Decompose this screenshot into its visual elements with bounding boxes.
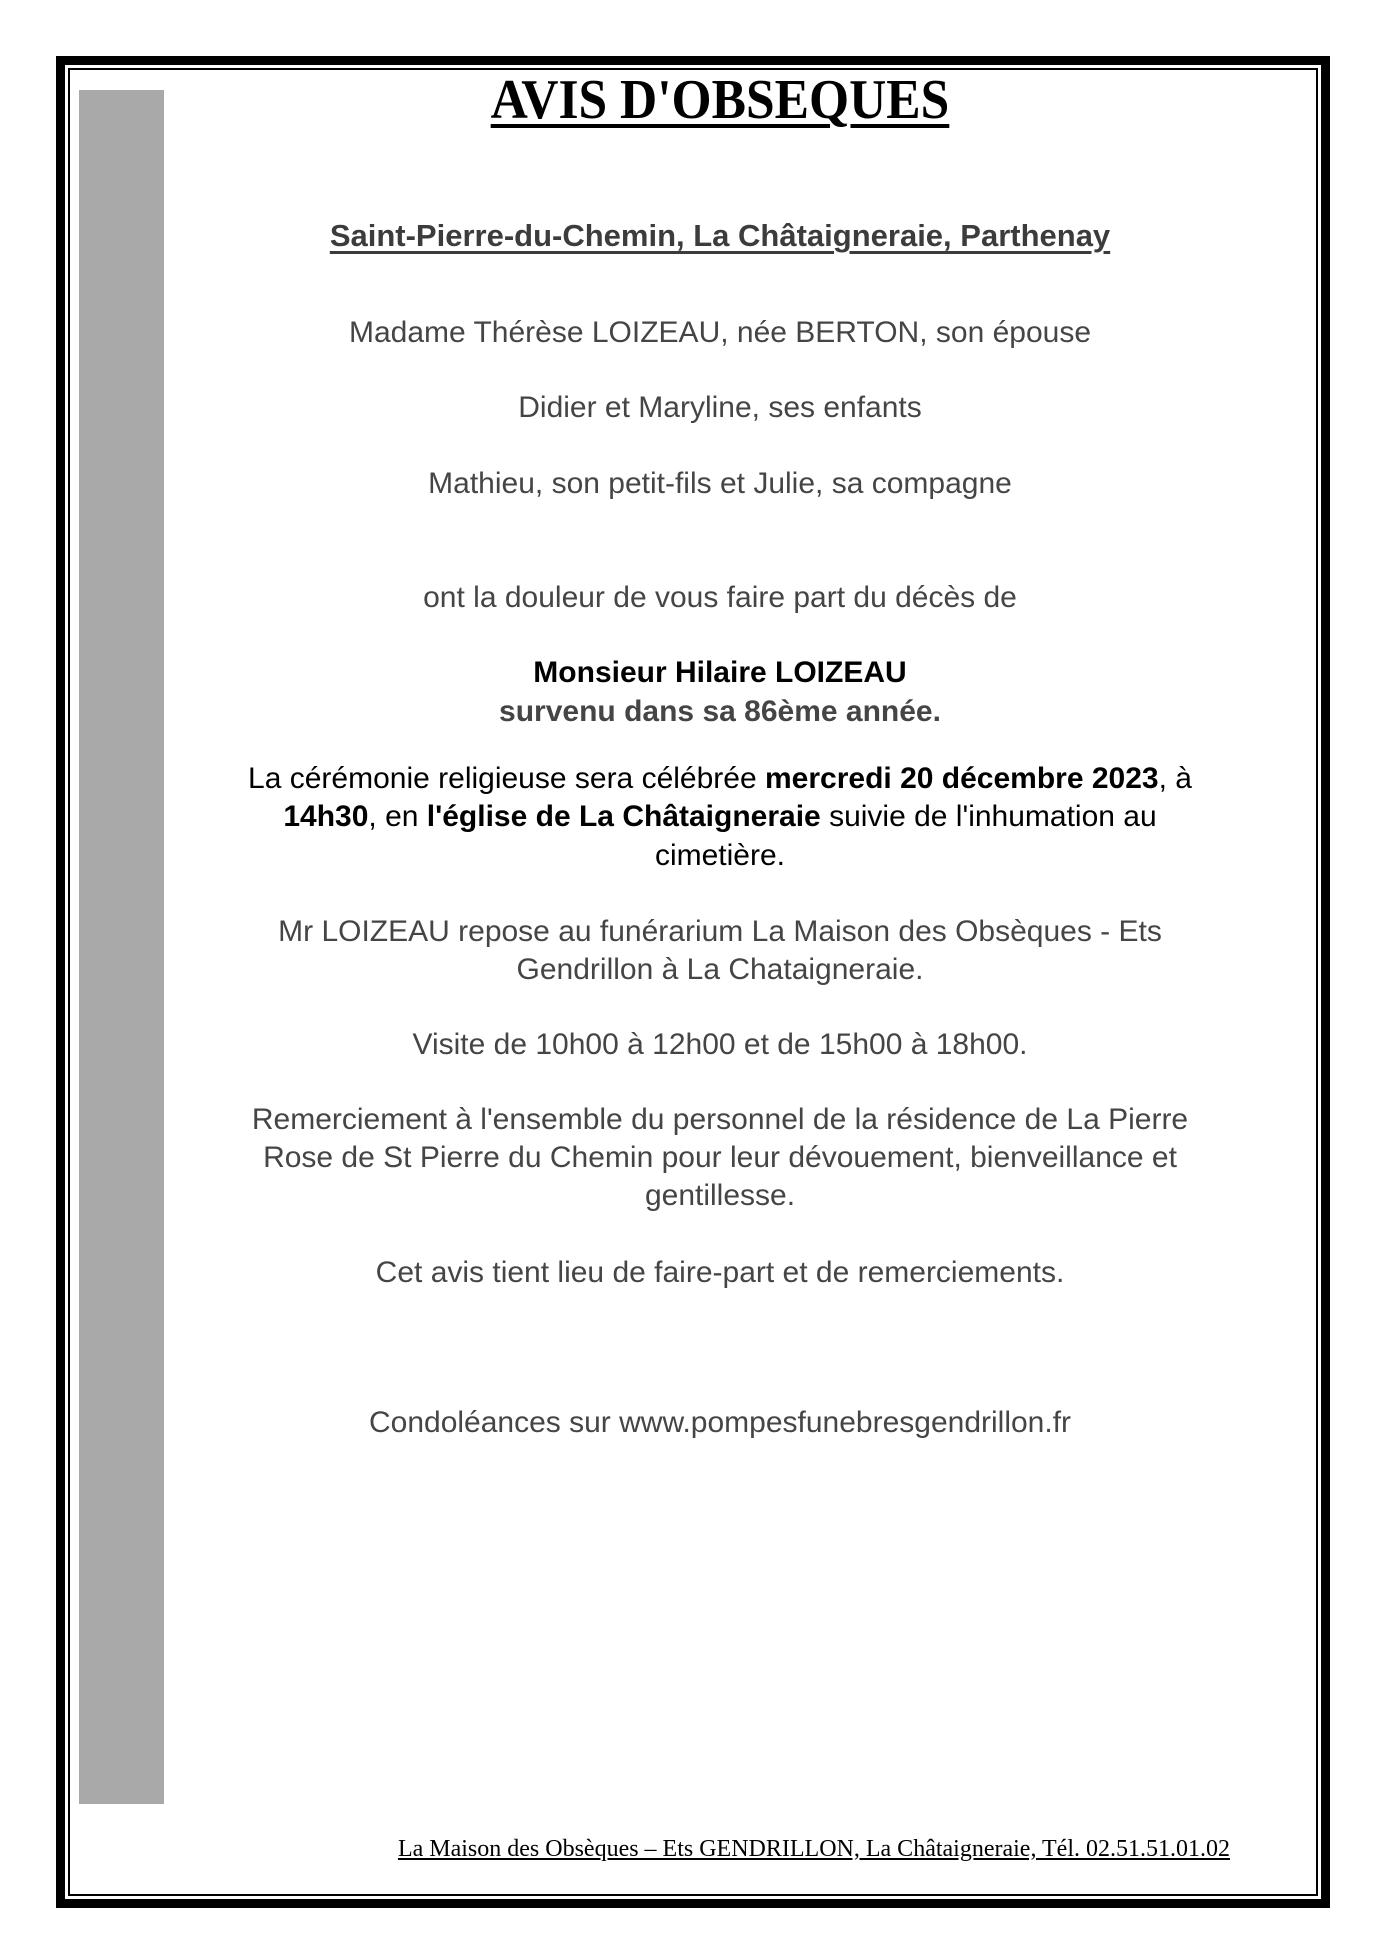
ceremony-line-1 xyxy=(170,759,1270,799)
ceremony-text: suivie de l'inhumation au xyxy=(820,800,1157,833)
ceremony-date: mercredi 20 décembre 2023 xyxy=(765,762,1159,795)
notice-text: Cet avis tient lieu de faire-part et de remerciements. xyxy=(375,1256,1065,1289)
deceased-name: Monsieur Hilaire LOIZEAU xyxy=(533,656,907,689)
thanks-line-2: Rose de St Pierre du Chemin pour leur dévouement, bienveillance et xyxy=(263,1141,1177,1174)
thanks-line-1: Remerciement à l'ensemble du personnel de la résidence de La Pierre xyxy=(251,1103,1189,1136)
ceremony-place: l'église de La Châtaigneraie xyxy=(426,800,821,833)
family-line-spouse: Madame Thérèse LOIZEAU, née BERTON, son épouse xyxy=(348,316,1092,349)
ceremony-line-3: cimetière. xyxy=(654,839,786,872)
announcement-text: ont la douleur de vous faire part du décès de xyxy=(423,581,1017,614)
deceased-age: survenu dans sa 86ème année. xyxy=(499,695,941,728)
ceremony-text: La cérémonie religieuse sera célébrée xyxy=(248,762,765,795)
family-line-children: Didier et Maryline, ses enfants xyxy=(518,391,922,424)
repose-line-1: Mr LOIZEAU repose au funérarium La Maison des Obsèques - Ets xyxy=(278,915,1162,948)
condolences-text: Condoléances sur www.pompesfunebresgendrillon.fr xyxy=(368,1406,1072,1439)
document-title: AVIS D'OBSEQUES xyxy=(490,69,950,131)
visit-hours: Visite de 10h00 à 12h00 et de 15h00 à 18h00. xyxy=(412,1028,1028,1061)
footer-funeral-home: La Maison des Obsèques – Ets GENDRILLON, La Châtaigneraie, Tél. 02.51.51.01.02 xyxy=(397,1836,1230,1862)
family-line-grandchild: Mathieu, son petit-fils et Julie, sa compagne xyxy=(428,467,1012,500)
locations-heading: Saint-Pierre-du-Chemin, La Châtaigneraie, Parthenay xyxy=(329,218,1111,253)
thanks-line-3: gentillesse. xyxy=(644,1179,796,1212)
ceremony-time: 14h30 xyxy=(283,800,369,833)
repose-line-2: Gendrillon à La Chataigneraie. xyxy=(516,953,924,986)
ceremony-text: , à xyxy=(1158,762,1192,795)
ceremony-text: , en xyxy=(368,800,427,833)
ceremony-line-2 xyxy=(170,797,1270,837)
side-gray-bar xyxy=(79,90,164,1804)
